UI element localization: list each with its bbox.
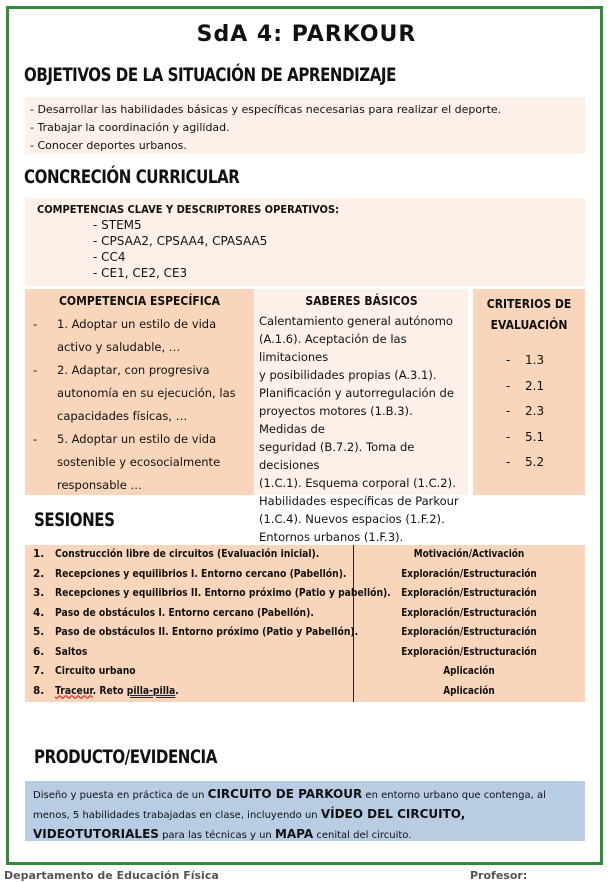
basic-line: y posibilidades propias (A.3.1). [259,368,437,382]
descriptor-item: - CE1, CE2, CE3 [93,266,188,280]
criteria-column [473,289,585,495]
sessions-table [25,545,585,702]
basic-line: proyectos motores (1.B.3). Medidas de [259,404,413,436]
criterion-item: - 1.3 [506,353,545,367]
specific-competence-column [25,289,254,495]
specific-item-cont: activo y saludable, … [57,340,181,354]
criterion-item: - 5.1 [506,429,545,444]
specific-item: - 5. Adoptar un estilo de vida [33,432,217,446]
session-row: 3. Recepciones y equilibrios II. Entorno próximo (Patio y pabellón). Exploración/Estructuración [33,587,537,599]
basic-line: Planificación y autorregulación de [259,386,454,400]
session-row: 6. Saltos Exploración/Estructuración [33,645,537,658]
session-row: 5. Paso de obstáculos II. Entorno próximo (Patio y Pabellón). Exploración/Estructuración [33,626,537,638]
criterion-item: - 2.1 [506,378,545,393]
footer-department: Departamento de Educación Física [4,869,219,882]
basic-line: (A.1.6). Aceptación de las limitaciones [259,332,407,364]
objectives-box [25,97,585,154]
objective-item: - Desarrollar las habilidades básicas y específicas necesarias para realizar el deporte. [30,103,502,116]
criteria-header: CRITERIOS DE EVALUACIÓN [486,297,572,332]
footer-teacher: Profesor: [470,869,528,882]
session-row: 2. Recepciones y equilibrios I. Entorno cercano (Pabellón). Exploración/Estructuración [33,567,537,580]
page-title: SdA 4: PARKOUR [196,22,417,47]
product-box: Diseño y puesta en práctica de un CIRCUITO DE PARKOUR en entorno urbano que contenga, al menos, 5 habilidades trabajadas en clase, incluyendo un VÍDEO DEL CIRCUITO, VIDEOTUTORIALES para las técnicas y un MAPA cenital del circuito. [25,781,585,841]
objective-item: - Trabajar la coordinación y agilidad. [30,121,230,134]
sessions-heading: SESIONES [34,509,115,531]
descriptor-item: - CPSAA2, CPSAA4, CPASAA5 [93,234,268,248]
specific-item-cont: responsable … [57,478,142,492]
session-row: 8. Traceur. Reto pilla-pilla. Aplicación [33,684,495,697]
session-row: 1. Construcción libre de circuitos (Evaluación inicial). Motivación/Activación [33,548,525,560]
objective-item: - Conocer deportes urbanos. [30,139,187,152]
specific-item: - 1. Adoptar un estilo de vida [33,317,217,331]
specific-item: - 2. Adaptar, con progresiva [33,363,210,377]
basic-line: seguridad (B.7.2). Toma de decisiones [259,440,415,472]
key-competences-box [25,198,585,286]
session-row: 7. Circuito urbano Aplicación [33,665,495,677]
descriptor-item: - STEM5 [93,218,142,232]
basic-knowledge-header: SABERES BÁSICOS [305,294,418,308]
specific-competence-header: COMPETENCIA ESPECÍFICA [58,294,221,308]
specific-item-cont: capacidades físicas, … [57,409,188,423]
basic-knowledge-column [255,289,468,544]
criterion-item: - 5.2 [506,455,545,469]
basic-line: Entornos urbanos (1.F.3). [259,530,404,544]
basic-line: Habilidades específicas de Parkour [259,494,459,508]
specific-item-cont: sostenible y ecosocialmente [57,455,221,469]
criterion-item: - 2.3 [506,404,545,418]
product-emphasis: VÍDEO DEL CIRCUITO, VIDEOTUTORIALES [33,807,466,841]
objectives-heading: OBJETIVOS DE LA SITUACIÓN DE APRENDIZAJE [24,64,396,86]
product-emphasis: CIRCUITO DE PARKOUR [207,787,363,801]
product-heading: PRODUCTO/EVIDENCIA [34,746,217,768]
key-competences-title: COMPETENCIAS CLAVE Y DESCRIPTORES OPERATIVOS: [37,203,340,216]
specific-item-cont: autonomía en su ejecución, las [57,386,236,400]
basic-line: (1.C.4). Nuevos espacios (1.F.2). [259,512,445,526]
session-row: 4. Paso de obstáculos I. Entorno cercano (Pabellón). Exploración/Estructuración [33,606,537,619]
product-emphasis: MAPA [274,827,314,841]
curricular-heading: CONCRECIÓN CURRICULAR [24,166,240,188]
basic-line: Calentamiento general autónomo [259,314,453,328]
basic-line: (1.C.1). Esquema corporal (1.C.2). [259,476,456,490]
descriptor-item: - CC4 [93,250,126,264]
